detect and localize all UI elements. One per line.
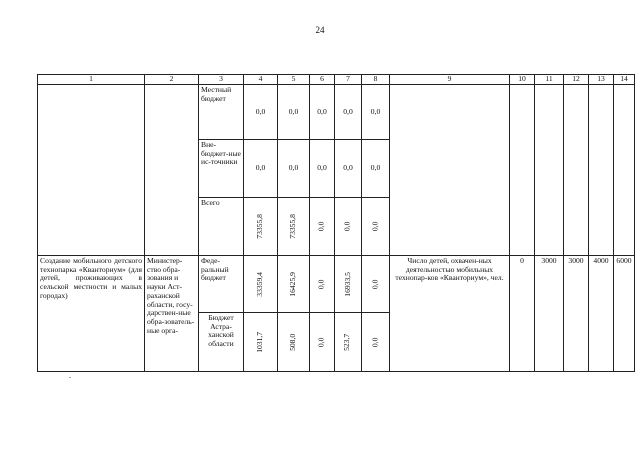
value-cell: 0,0 <box>362 140 390 198</box>
value-cell <box>362 198 390 256</box>
value-cell <box>278 256 310 313</box>
indicator-cell: Число детей, охвачен-ных деятельностью мобильных технопар-ков «Кванториум», чел. <box>390 256 510 372</box>
value-text: 73355,8 <box>255 214 265 239</box>
header-cell: 9 <box>390 75 510 85</box>
value-cell: 0,0 <box>244 85 278 140</box>
value-cell <box>278 313 310 372</box>
header-cell: 4 <box>244 75 278 85</box>
value-cell <box>362 256 390 313</box>
empty-cell <box>564 85 589 256</box>
value-cell <box>310 313 335 372</box>
value-cell: 0,0 <box>310 140 335 198</box>
header-cell: 6 <box>310 75 335 85</box>
empty-cell <box>535 85 564 256</box>
table-row <box>38 85 635 140</box>
source-cell: Феде-ральный бюджет <box>199 256 244 313</box>
stray-mark: . <box>69 371 71 380</box>
value-cell <box>278 198 310 256</box>
header-cell: 11 <box>535 75 564 85</box>
source-cell: Местный бюджет <box>199 85 244 140</box>
value-cell: 0,0 <box>310 85 335 140</box>
source-cell: Всего <box>199 198 244 256</box>
header-cell: 2 <box>145 75 199 85</box>
value-cell <box>335 198 362 256</box>
target-cell: 0 <box>510 256 535 372</box>
value-text: 1031,7 <box>255 331 265 353</box>
header-cell: 7 <box>335 75 362 85</box>
empty-executor-cell <box>145 85 199 256</box>
value-cell: 0,0 <box>362 85 390 140</box>
value-cell: 0,0 <box>335 85 362 140</box>
value-text: 0,0 <box>316 337 326 347</box>
value-text: 73355,8 <box>288 214 298 239</box>
header-row <box>38 75 635 85</box>
header-cell: 12 <box>564 75 589 85</box>
header-cell: 8 <box>362 75 390 85</box>
target-cell: 3000 <box>535 256 564 372</box>
value-text: 508,0 <box>288 333 298 351</box>
empty-cell <box>510 85 535 256</box>
source-cell: Вне-бюджет-ные ис-точники <box>199 140 244 198</box>
activity-cell: Создание мобильного детского технопарка «Кванториум» (для детей, проживающих в сельской местности и малых городах) <box>38 256 145 372</box>
value-text: 0,0 <box>316 221 326 232</box>
value-text: 16933,5 <box>342 271 352 297</box>
empty-cell <box>589 85 614 256</box>
header-cell: 14 <box>614 75 635 85</box>
value-cell <box>244 313 278 372</box>
value-cell <box>310 256 335 313</box>
source-cell: Бюджет Астра-ханской области <box>199 313 244 372</box>
value-text: 0,0 <box>342 221 352 232</box>
value-cell <box>310 198 335 256</box>
value-cell <box>244 198 278 256</box>
target-cell: 4000 <box>589 256 614 372</box>
value-cell <box>335 256 362 313</box>
page-number: 24 <box>315 25 325 35</box>
value-text: 0,0 <box>370 279 380 289</box>
target-cell: 6000 <box>614 256 635 372</box>
value-cell: 0,0 <box>335 140 362 198</box>
header-cell: 5 <box>278 75 310 85</box>
value-cell <box>335 313 362 372</box>
empty-cell <box>614 85 635 256</box>
value-text: 33359,4 <box>255 271 265 297</box>
target-cell: 3000 <box>564 256 589 372</box>
empty-activity-cell <box>38 85 145 256</box>
value-text: 523,7 <box>342 333 352 351</box>
value-cell: 0,0 <box>278 140 310 198</box>
executor-cell: Министер-ство обра-зования и науки Аст-раханской области, госу-дарствен-ные обра-зователь-ные орга- <box>145 256 199 372</box>
table-row <box>38 256 635 313</box>
header-cell: 13 <box>589 75 614 85</box>
value-text: 0,0 <box>370 221 380 232</box>
header-cell: 1 <box>38 75 145 85</box>
empty-indicator-cell <box>390 85 510 256</box>
program-table <box>37 74 635 372</box>
value-cell <box>362 313 390 372</box>
value-text: 16425,9 <box>288 271 298 297</box>
header-cell: 3 <box>199 75 244 85</box>
value-text: 0,0 <box>316 279 326 289</box>
value-cell <box>244 256 278 313</box>
value-text: 0,0 <box>370 337 380 347</box>
value-cell: 0,0 <box>278 85 310 140</box>
value-cell: 0,0 <box>244 140 278 198</box>
header-cell: 10 <box>510 75 535 85</box>
